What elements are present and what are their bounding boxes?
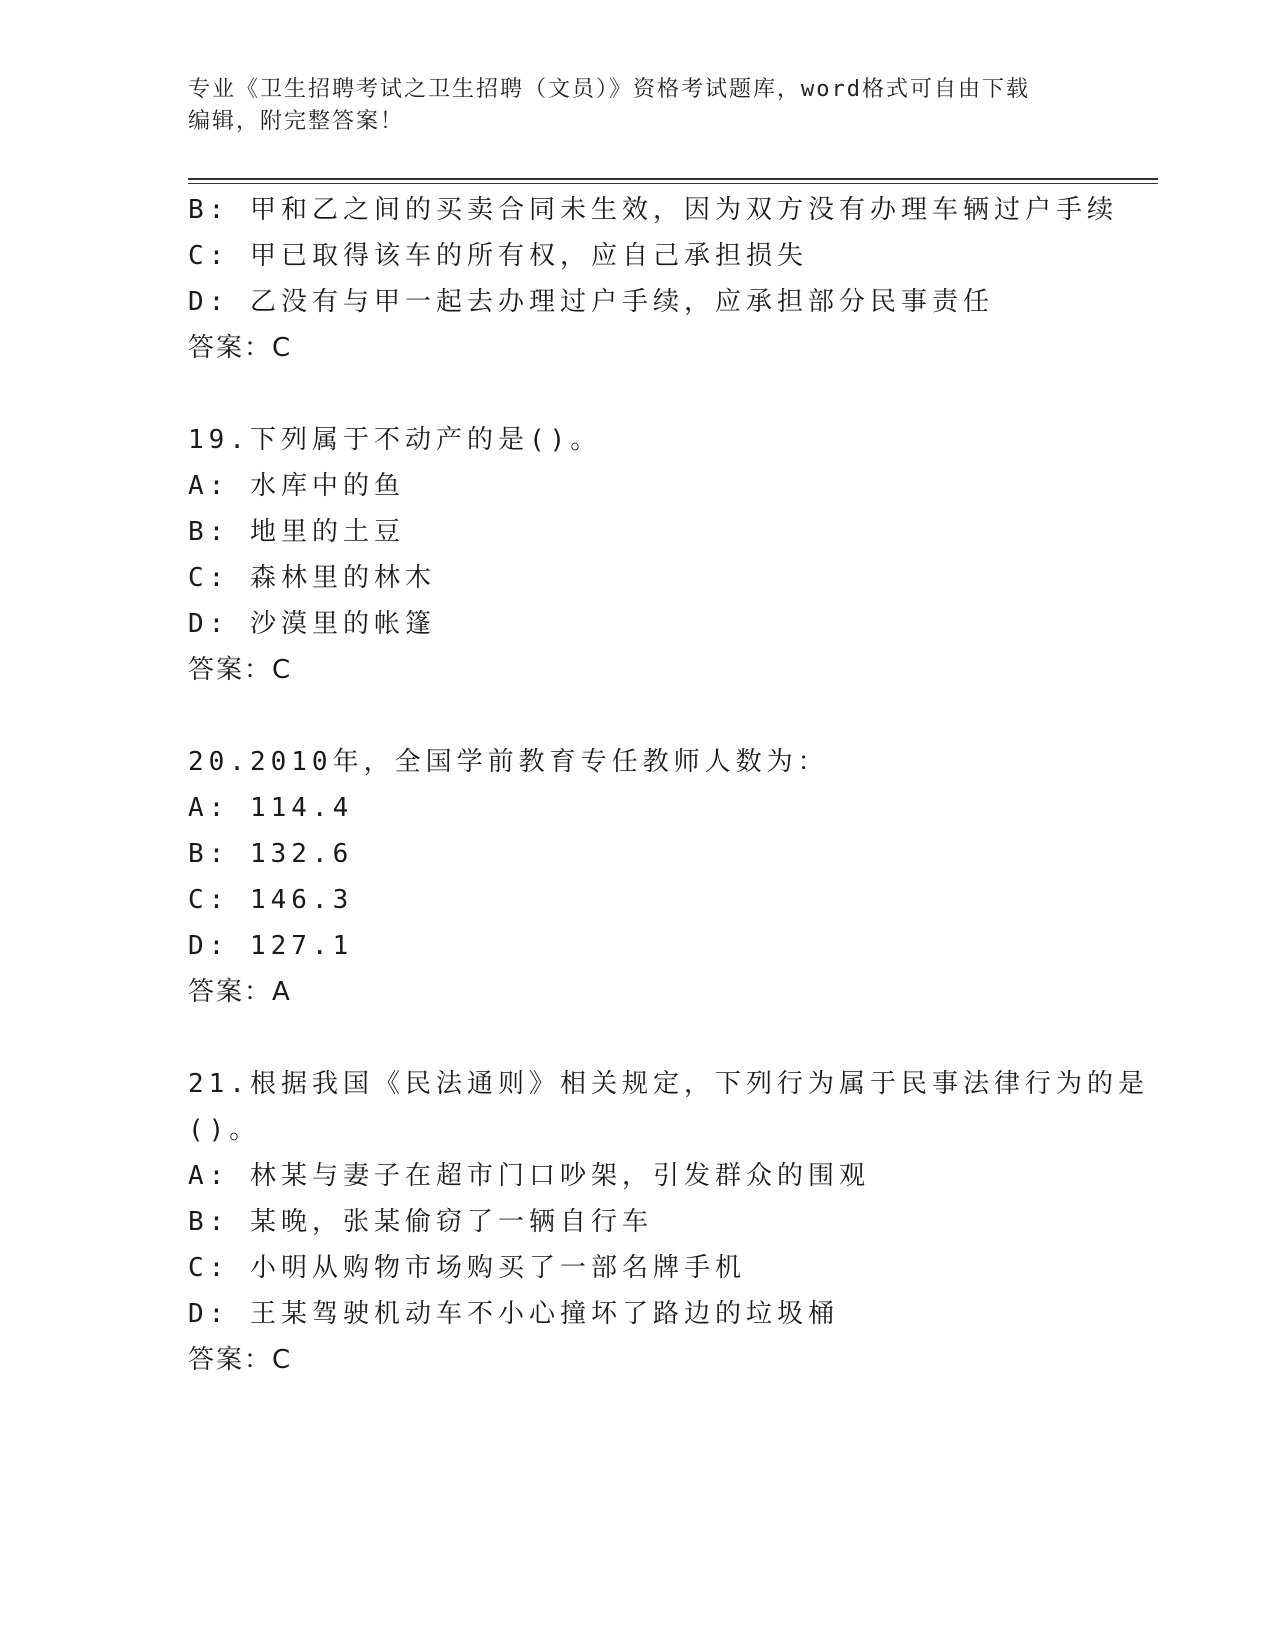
answer-line: 答案：C <box>188 1345 293 1375</box>
option-c: C: 甲已取得该车的所有权，应自己承担损失 <box>188 241 808 271</box>
option-a: A: 水库中的鱼 <box>188 471 405 501</box>
question-block-21 <box>188 1061 1158 1383</box>
option-a: A: 114.4 <box>188 793 354 823</box>
question-block-19 <box>188 417 1158 693</box>
question-stem-line-1: 21.根据我国《民法通则》相关规定，下列行为属于民事法律行为的是 <box>188 1069 1149 1099</box>
option-c: C: 146.3 <box>188 885 354 915</box>
spacer <box>188 371 1158 417</box>
option-b: B: 某晚，张某偷窃了一辆自行车 <box>188 1207 653 1237</box>
header-line-1: 专业《卫生招聘考试之卫生招聘（文员）》资格考试题库，word格式可自由下载 <box>188 77 1030 102</box>
answer-line: 答案：C <box>188 333 293 363</box>
option-d: D: 王某驾驶机动车不小心撞坏了路边的垃圾桶 <box>188 1299 839 1329</box>
option-b: B: 甲和乙之间的买卖合同未生效，因为双方没有办理车辆过户手续 <box>188 195 1118 225</box>
question-list <box>188 187 1158 1383</box>
header-divider-thick <box>188 178 1158 180</box>
answer-line: 答案：C <box>188 655 293 685</box>
question-block-18 <box>188 187 1158 371</box>
option-c: C: 森林里的林木 <box>188 563 436 593</box>
option-d: D: 乙没有与甲一起去办理过户手续，应承担部分民事责任 <box>188 287 994 317</box>
answer-line: 答案：A <box>188 977 292 1007</box>
header-divider-thin <box>188 183 1158 184</box>
document-header <box>188 74 1088 138</box>
question-stem: 19.下列属于不动产的是()。 <box>188 425 602 455</box>
header-line-2: 编辑，附完整答案！ <box>188 109 405 134</box>
question-block-20 <box>188 739 1158 1015</box>
option-d: D: 127.1 <box>188 931 354 961</box>
option-c: C: 小明从购物市场购买了一部名牌手机 <box>188 1253 746 1283</box>
question-stem: 20.2010年，全国学前教育专任教师人数为： <box>188 747 829 777</box>
spacer <box>188 1015 1158 1061</box>
option-b: B: 132.6 <box>188 839 354 869</box>
question-stem-line-2: ()。 <box>188 1115 261 1145</box>
option-b: B: 地里的土豆 <box>188 517 405 547</box>
option-a: A: 林某与妻子在超市门口吵架，引发群众的围观 <box>188 1161 870 1191</box>
option-d: D: 沙漠里的帐篷 <box>188 609 436 639</box>
spacer <box>188 693 1158 739</box>
